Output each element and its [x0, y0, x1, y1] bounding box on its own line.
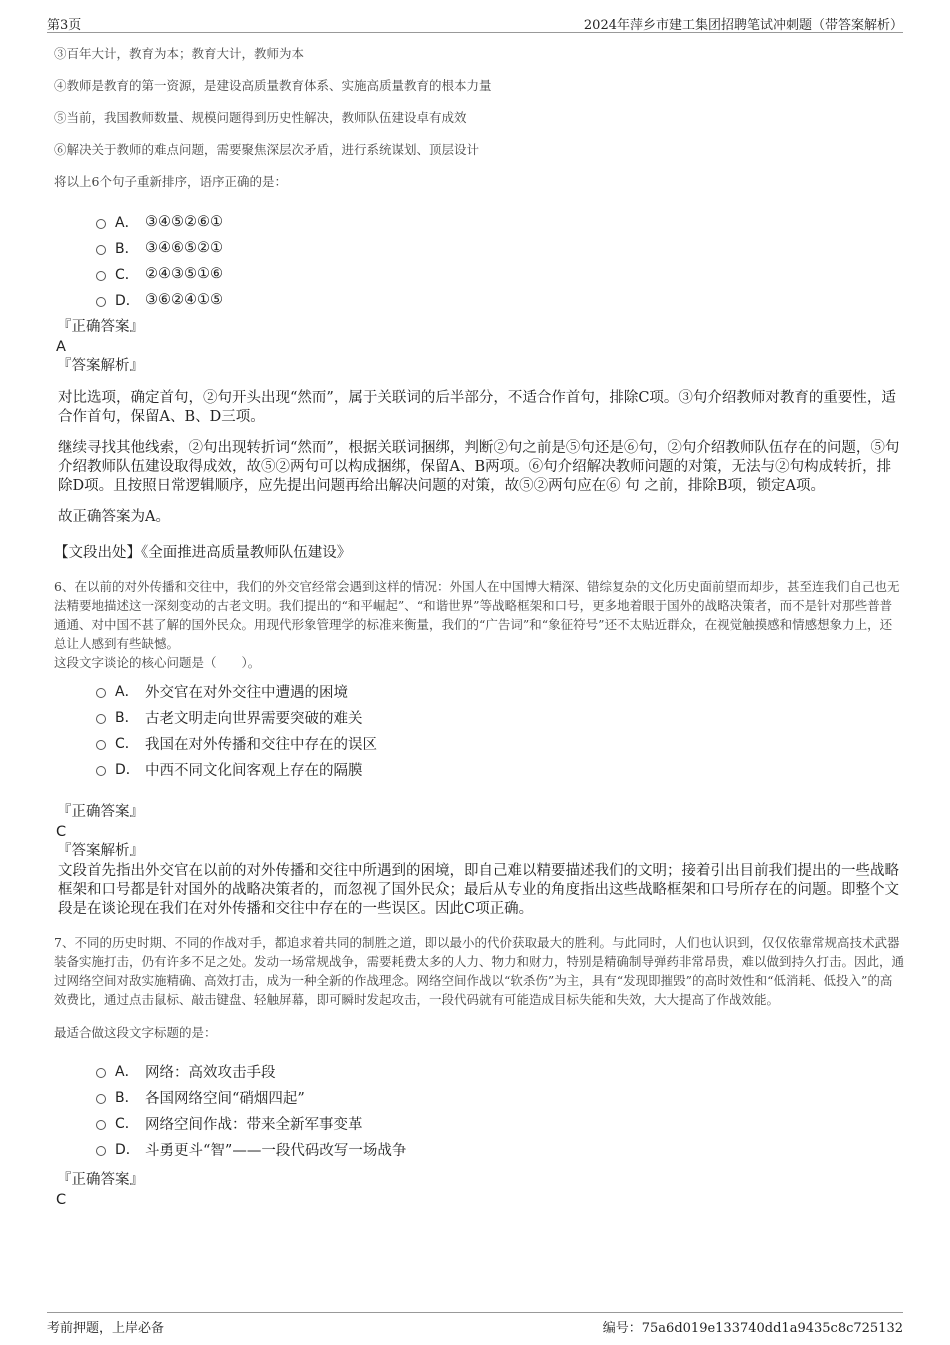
option-c[interactable]	[96, 261, 904, 287]
option-letter: D．	[115, 1142, 140, 1158]
option-b[interactable]	[96, 235, 904, 261]
option-text: ③④⑥⑤②①	[145, 240, 223, 256]
radio-icon[interactable]	[96, 1146, 106, 1156]
option-text: ②④③⑤①⑥	[145, 266, 223, 282]
option-text: 各国网络空间“硝烟四起”	[145, 1090, 305, 1107]
statement-4: ④教师是教育的第一资源，是建设高质量教育体系、实施高质量教育的根本力量	[54, 78, 492, 93]
question-prompt: 这段文字谈论的核心问题是（ ）。	[54, 655, 261, 670]
option-a[interactable]	[96, 209, 904, 235]
option-letter: B．	[115, 710, 139, 726]
question-7	[54, 933, 904, 1209]
question-prompt: 最适合做这段文字标题的是：	[54, 1025, 217, 1040]
option-letter: A．	[115, 1064, 139, 1080]
page-header	[47, 12, 903, 33]
option-letter: C．	[115, 1116, 139, 1132]
radio-icon[interactable]	[96, 688, 106, 698]
page-footer	[47, 1312, 903, 1337]
radio-icon[interactable]	[96, 1120, 106, 1130]
analysis-paragraph: 对比选项，确定首句，②句开头出现“然而”，属于关联词的后半部分，不适合作首句，排除C项。③句介绍教师对教育的重要性，适合作首句，保留A、B、D三项。	[58, 390, 896, 425]
question-6	[54, 577, 904, 919]
answer-options	[96, 1058, 904, 1162]
radio-icon[interactable]	[96, 245, 106, 255]
option-letter: C．	[115, 736, 139, 752]
correct-answer-value: C	[56, 824, 67, 840]
footer-slogan: 考前押题，上岸必备	[47, 1321, 165, 1336]
answer-options	[96, 209, 904, 313]
option-d[interactable]	[96, 1136, 904, 1162]
document-serial: 编号：75a6d019e133740dd1a9435c8c725132	[602, 1321, 903, 1336]
option-text: 中西不同文化间客观上存在的隔膜	[145, 762, 363, 779]
option-letter: A．	[115, 684, 139, 700]
question-prompt: 将以上6个句子重新排序，语序正确的是：	[54, 174, 287, 189]
radio-icon[interactable]	[96, 766, 106, 776]
answer-analysis	[54, 862, 904, 919]
analysis-label: 『答案解析』	[57, 358, 144, 374]
option-text: ③④⑤②⑥①	[145, 214, 223, 230]
radio-icon[interactable]	[96, 297, 106, 307]
option-letter: B．	[115, 1090, 139, 1106]
radio-icon[interactable]	[96, 271, 106, 281]
option-a[interactable]	[96, 1058, 904, 1084]
text-source: 【文段出处】《全面推进高质量教师队伍建设》	[54, 545, 352, 561]
option-b[interactable]	[96, 1084, 904, 1110]
option-letter: D．	[115, 762, 140, 778]
analysis-conclusion: 故正确答案为A。	[58, 509, 170, 525]
radio-icon[interactable]	[96, 219, 106, 229]
option-text: ③⑥②④①⑤	[145, 292, 223, 308]
option-letter: C．	[115, 267, 139, 283]
option-a[interactable]	[96, 678, 904, 704]
correct-answer-value: A	[56, 339, 66, 355]
correct-answer-label: 『正确答案』	[57, 319, 144, 335]
correct-answer-label: 『正确答案』	[57, 1172, 144, 1188]
option-text: 网络空间作战：带来全新军事变革	[145, 1116, 363, 1133]
radio-icon[interactable]	[96, 740, 106, 750]
answer-analysis	[54, 389, 904, 527]
correct-answer-value: C	[56, 1192, 67, 1208]
radio-icon[interactable]	[96, 714, 106, 724]
option-c[interactable]	[96, 730, 904, 756]
statement-3: ③百年大计，教育为本；教育大计，教师为本	[54, 46, 305, 61]
radio-icon[interactable]	[96, 1068, 106, 1078]
option-letter: D．	[115, 293, 140, 309]
option-letter: B．	[115, 241, 139, 257]
statement-6: ⑥解决关于教师的难点问题，需要聚焦深层次矛盾，进行系统谋划、顶层设计	[54, 142, 480, 157]
option-letter: A．	[115, 215, 139, 231]
option-c[interactable]	[96, 1110, 904, 1136]
analysis-paragraph: 继续寻找其他线索，②句出现转折词“然而”，根据关联词捆绑，判断②句之前是⑤句还是⑥句，②句介绍教师队伍存在的问题，⑤句介绍教师队伍建设取得成效，故⑤②两句可以构成捆绑，保留A、B两项。⑥句介绍解决教师问题的对策，无法与②句构成转折，排除D项。且按照日常逻辑顺序，应先提出问题再给出解决问题的对策，故⑤②两句应在⑥ 句 之前，排除B项，锁定A项。	[58, 440, 900, 494]
question-text: 6、在以前的对外传播和交往中，我们的外交官经常会遇到这样的情况：外国人在中国博大精深、错综复杂的文化历史面前望而却步，甚至连我们自己也无法精要地描述这一深刻变动的古老文明。我们提出的“和平崛起”、“和谐世界”等战略框架和口号，更多地着眼于国外的战略决策者，而不是针对那些普普通通、对中国不甚了解的国外民众。用现代形象管理学的标准来衡量，我们的“广告词”和“象征符号”还不太贴近群众，在视觉触摸感和情感想象力上，还总让人感到有些缺憾。	[54, 579, 900, 651]
question-text: 7、不同的历史时期、不同的作战对手，都追求着共同的制胜之道，即以最小的代价获取最大的胜利。与此同时，人们也认识到，仅仅依靠常规高技术武器装备实施打击，仍有许多不足之处。发动一场常规战争，需要耗费太多的人力、物力和财力，特别是精确制导弹药非常昂贵，难以做到持久打击。因此，通过网络空间对敌实施精确、高效打击，成为一种全新的作战理念。网络空间作战以“软杀伤”为主，具有“发现即摧毁”的高时效性和“低消耗、低投入”的高效费比，通过点击鼠标、敲击键盘、轻触屏幕，即可瞬时发起攻击，一段代码就有可能造成目标失能和失效，大大提高了作战效能。	[54, 935, 905, 1007]
option-d[interactable]	[96, 287, 904, 313]
option-b[interactable]	[96, 704, 904, 730]
analysis-paragraph: 文段首先指出外交官在以前的对外传播和交往中所遇到的困境，即自己难以精要描述我们的文明；接着引出目前我们提出的一些战略框架和口号都是针对国外的战略决策者的，而忽视了国外民众；最后从专业的角度指出这些战略框架和口号所存在的问题。即整个文段是在谈论现在我们在对外传播和交往中存在的一些误区。因此C项正确。	[58, 863, 899, 917]
question-5	[54, 46, 904, 563]
analysis-label: 『答案解析』	[57, 843, 144, 859]
option-text: 我国在对外传播和交往中存在的误区	[145, 736, 377, 753]
option-text: 斗勇更斗“智”——一段代码改写一场战争	[145, 1142, 407, 1159]
option-text: 外交官在对外交往中遭遇的困境	[145, 684, 348, 701]
page-content	[54, 46, 904, 1209]
option-d[interactable]	[96, 756, 904, 782]
correct-answer-label: 『正确答案』	[57, 804, 144, 820]
answer-options	[96, 678, 904, 782]
statement-5: ⑤当前，我国教师数量、规模问题得到历史性解决，教师队伍建设卓有成效	[54, 110, 467, 125]
radio-icon[interactable]	[96, 1094, 106, 1104]
option-text: 古老文明走向世界需要突破的难关	[145, 710, 363, 727]
document-title: 2024年萍乡市建工集团招聘笔试冲刺题（带答案解析）	[583, 18, 903, 33]
option-text: 网络：高效攻击手段	[145, 1064, 276, 1081]
page-number: 第3页	[47, 18, 82, 33]
